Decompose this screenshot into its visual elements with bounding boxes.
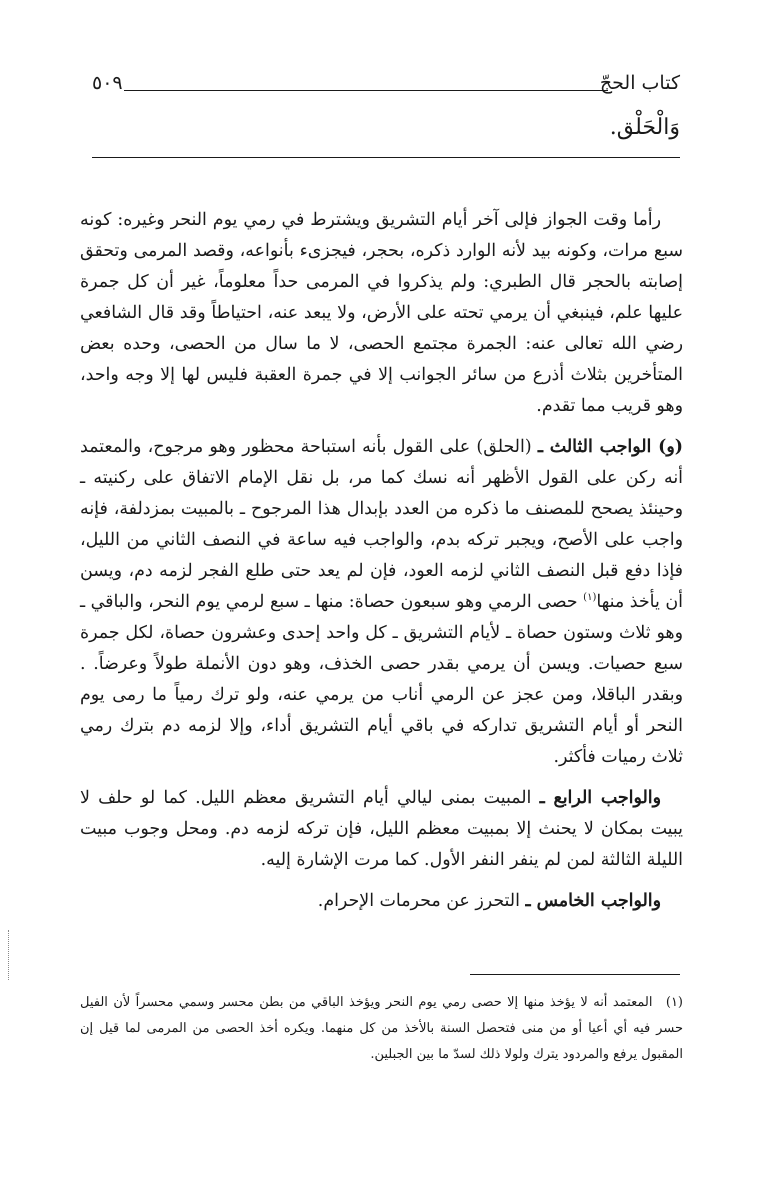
footnote: [80, 990, 683, 1068]
paragraph-fifth-obligation: [80, 886, 683, 917]
page-number: ٥٠٩: [92, 72, 123, 94]
section-divider: [92, 157, 680, 158]
fourth-obligation-heading: والواجب الرابع ـ: [539, 788, 661, 808]
continued-text-line: وَالْحَلْق.: [609, 115, 680, 140]
third-obligation-heading: (و) الواجب الثالث ـ: [537, 437, 683, 457]
footnote-text: المعتمد أنه لا يؤخذ منها إلا حصى رمي يوم النحر ويؤخذ الباقي من بطن محسر وسمي محسراً لأن الفيل حسر فيه أي أعيا أو من منى فتحصل السنة بالأخذ من كل منهما. ويكره أخذ الحصى من المرمى لما قيل إن المقبول يرفع والمردود يترك ولولا ذلك لسدّ ما بين الجبلين.: [80, 995, 683, 1062]
paragraph-text: المبيت بمنى ليالي أيام التشريق معظم الليل. كما لو حلف لا يبيت بمكان لا يحنث إلا بمبيت معظم الليل، فإن تركه لزمه دم. ومحل وجوب مبيت الليلة الثالثة لمن لم ينفر النفر الأول. كما مرت الإشارة إليه.: [80, 788, 683, 870]
paragraph-text: (الحلق) على القول بأنه استباحة محظور وهو مرجوح، والمعتمد أنه ركن على القول الأظهر أنه نسك كما مر، بل نقل الإمام الاتفاق على ركنيته ـ وحينئذ يصحح للمصنف ما ذكره من العدد بإبدال هذا المرجوح ـ بالمبيت بمزدلفة، فإنه واجب على الأصح، ويجبر تركه بدم، والواجب فيه ساعة في النصف الثاني من الليل، فإذا دفع قبل النصف الثاني لزمه العود، فإن لم يعد حتى طلع الفجر لزمه دم، ويسن أن يأخذ منها: [80, 437, 683, 612]
paragraph-time-of-stoning: [80, 205, 683, 422]
main-text: [80, 205, 683, 917]
paragraph-text: رأما وقت الجواز فإلى آخر أيام التشريق ويشترط في رمي يوم النحر وغيره: كونه سبع مرات، وكونه بيد لأنه الوارد ذكره، بحجر، فيجزىء بأنواعه، وقصد المرمى وتحقق إصابته بالحجر قال الطبري: ولم يذكروا في المرمى حداً معلوماً، غير أن كل جمرة عليها علم، فينبغي أن يرمي تحته على الأرض، ولا يبعد عنه، احتياطاً وقد قال الشافعي رضي الله تعالى عنه: الجمرة مجتمع الحصى، لا ما سال من الحصى، وحده بعض المتأخرين بثلاث أذرع من سائر الجوانب إلا في جمرة العقبة فليس لها إلا وجه واحد، وهو قريب مما تقدم.: [80, 210, 683, 416]
running-header: [92, 72, 680, 102]
footnote-reference[interactable]: (١): [583, 592, 597, 604]
paragraph-third-obligation: [80, 432, 683, 773]
scan-margin-mark: [8, 930, 13, 980]
footnote-marker: (١): [665, 995, 683, 1010]
paragraph-text: حصى الرمي وهو سبعون حصاة: منها ـ سبع لرمي يوم النحر، والباقي ـ وهو ثلاث وستون حصاة ـ لأيام التشريق ـ كل واحد إحدى وعشرون حصاة، لكل جمرة سبع حصيات. ويسن أن يرمي بقدر حصى الخذف، وهو دون الأنملة طولاً وعرضاً. . وبقدر الباقلا، ومن عجز عن الرمي أناب من يرمي عنه، ولو ترك رمياً ما رمى يوم النحر أو أيام التشريق تداركه في باقي أيام التشريق أداء، وإلا لزمه دم بترك رمي ثلاث رميات فأكثر.: [80, 592, 683, 767]
fifth-obligation-heading: والواجب الخامس ـ: [525, 891, 661, 911]
footnote-separator: [470, 974, 680, 975]
paragraph-text: التحرز عن محرمات الإحرام.: [317, 891, 526, 911]
running-header-title: كتاب الحجّ: [599, 72, 680, 94]
header-rule: [124, 90, 608, 91]
paragraph-fourth-obligation: [80, 783, 683, 876]
